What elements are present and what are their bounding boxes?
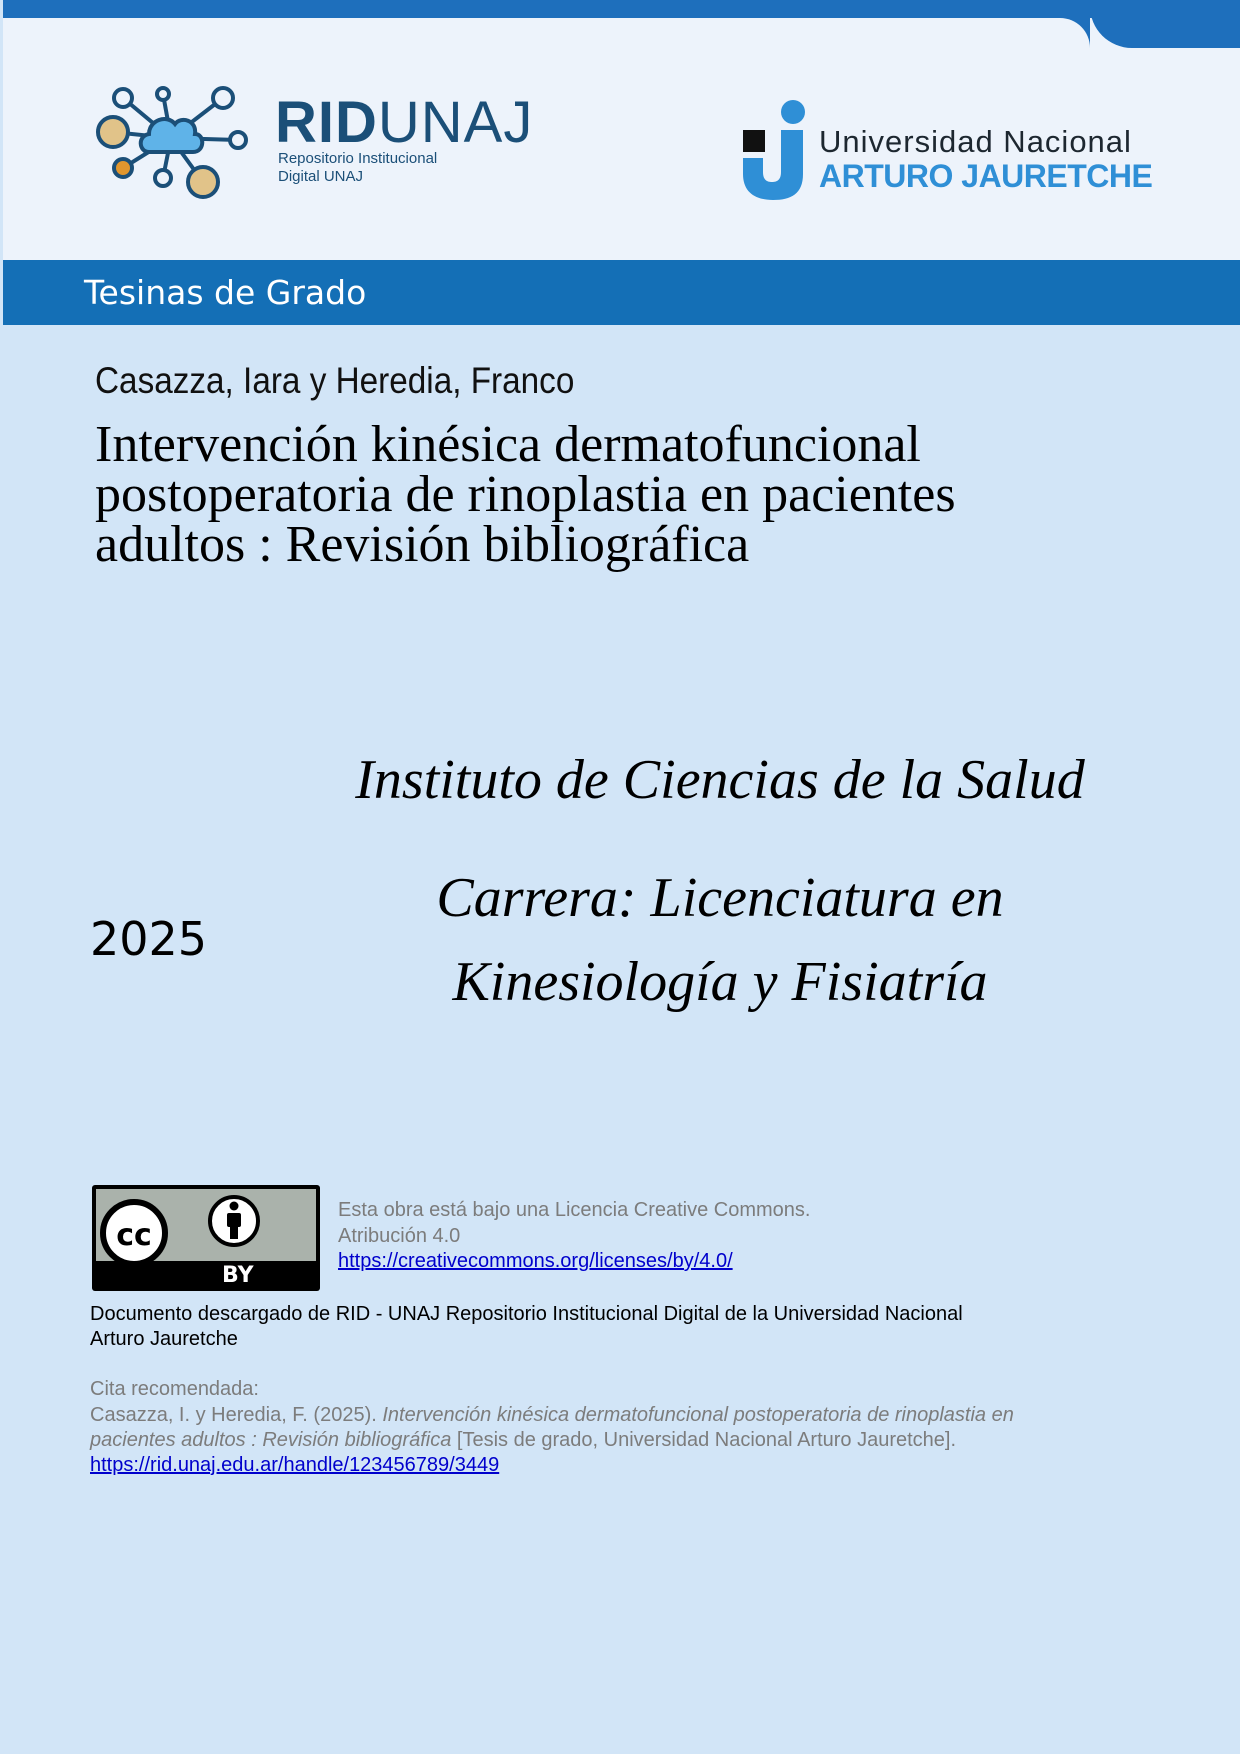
citation-text <box>90 1403 1090 1453</box>
rid-unaj-logo <box>95 84 534 204</box>
cloud-network-icon <box>93 80 253 200</box>
rid-title-light: UNAJ <box>377 90 534 155</box>
citation-link[interactable]: https://rid.unaj.edu.ar/handle/123456789/3449 <box>90 1454 500 1476</box>
authors: Casazza, Iara y Heredia, Franco <box>95 360 575 401</box>
citation-prefix: Casazza, I. y Heredia, F. (2025). <box>90 1404 383 1426</box>
document-title: Intervención kinésica dermatofuncional postoperatoria de rinoplastia en pacientes adultos : Revisión bibliográfica <box>95 416 956 573</box>
download-notice: Documento descargado de RID - UNAJ Repositorio Institucional Digital de la Universidad Nacional Arturo Jauretche <box>90 1303 963 1350</box>
svg-text:cc: cc <box>116 1218 152 1253</box>
header-top-bar-curve <box>1060 18 1090 48</box>
rid-subtitle-line1: Repositorio Institucional <box>278 150 438 167</box>
unaj-j-mark-icon <box>741 96 813 206</box>
license-link[interactable]: https://creativecommons.org/licenses/by/4.0/ <box>338 1250 733 1272</box>
citation-suffix: [Tesis de grado, Universidad Nacional Arturo Jauretche]. <box>451 1429 957 1451</box>
license-line2: Atribución 4.0 <box>338 1225 461 1247</box>
header <box>3 0 1240 260</box>
license-line1: Esta obra está bajo una Licencia Creative Commons. <box>338 1199 811 1221</box>
cc-by-badge: cc BY <box>92 1185 320 1291</box>
rid-title-bold: RID <box>275 90 378 155</box>
header-top-bar-tab <box>1090 0 1240 48</box>
career: Carrera: Licenciatura en Kinesiología y Fisiatría <box>436 867 1004 1013</box>
citation-title: Intervención kinésica dermatofuncional postoperatoria de rinoplastia en pacientes adultos : Revisión bibliográfica <box>90 1404 1014 1451</box>
citation-label: Cita recomendada: <box>90 1378 259 1400</box>
license-text <box>338 1197 810 1249</box>
institute: Instituto de Ciencias de la Salud <box>355 749 1085 811</box>
unaj-logo <box>741 96 1151 206</box>
year: 2025 <box>90 912 208 966</box>
collection-band <box>3 260 1240 325</box>
cc-icon <box>98 1191 168 1271</box>
rid-subtitle-line2: Digital UNAJ <box>278 168 364 185</box>
unaj-logo-line2: ARTURO JAURETCHE <box>819 158 1153 194</box>
attribution-person-icon <box>206 1191 262 1251</box>
collection-label: Tesinas de Grado <box>84 273 367 312</box>
header-top-bar <box>3 0 1240 18</box>
unaj-logo-line1: Universidad Nacional <box>819 124 1132 159</box>
